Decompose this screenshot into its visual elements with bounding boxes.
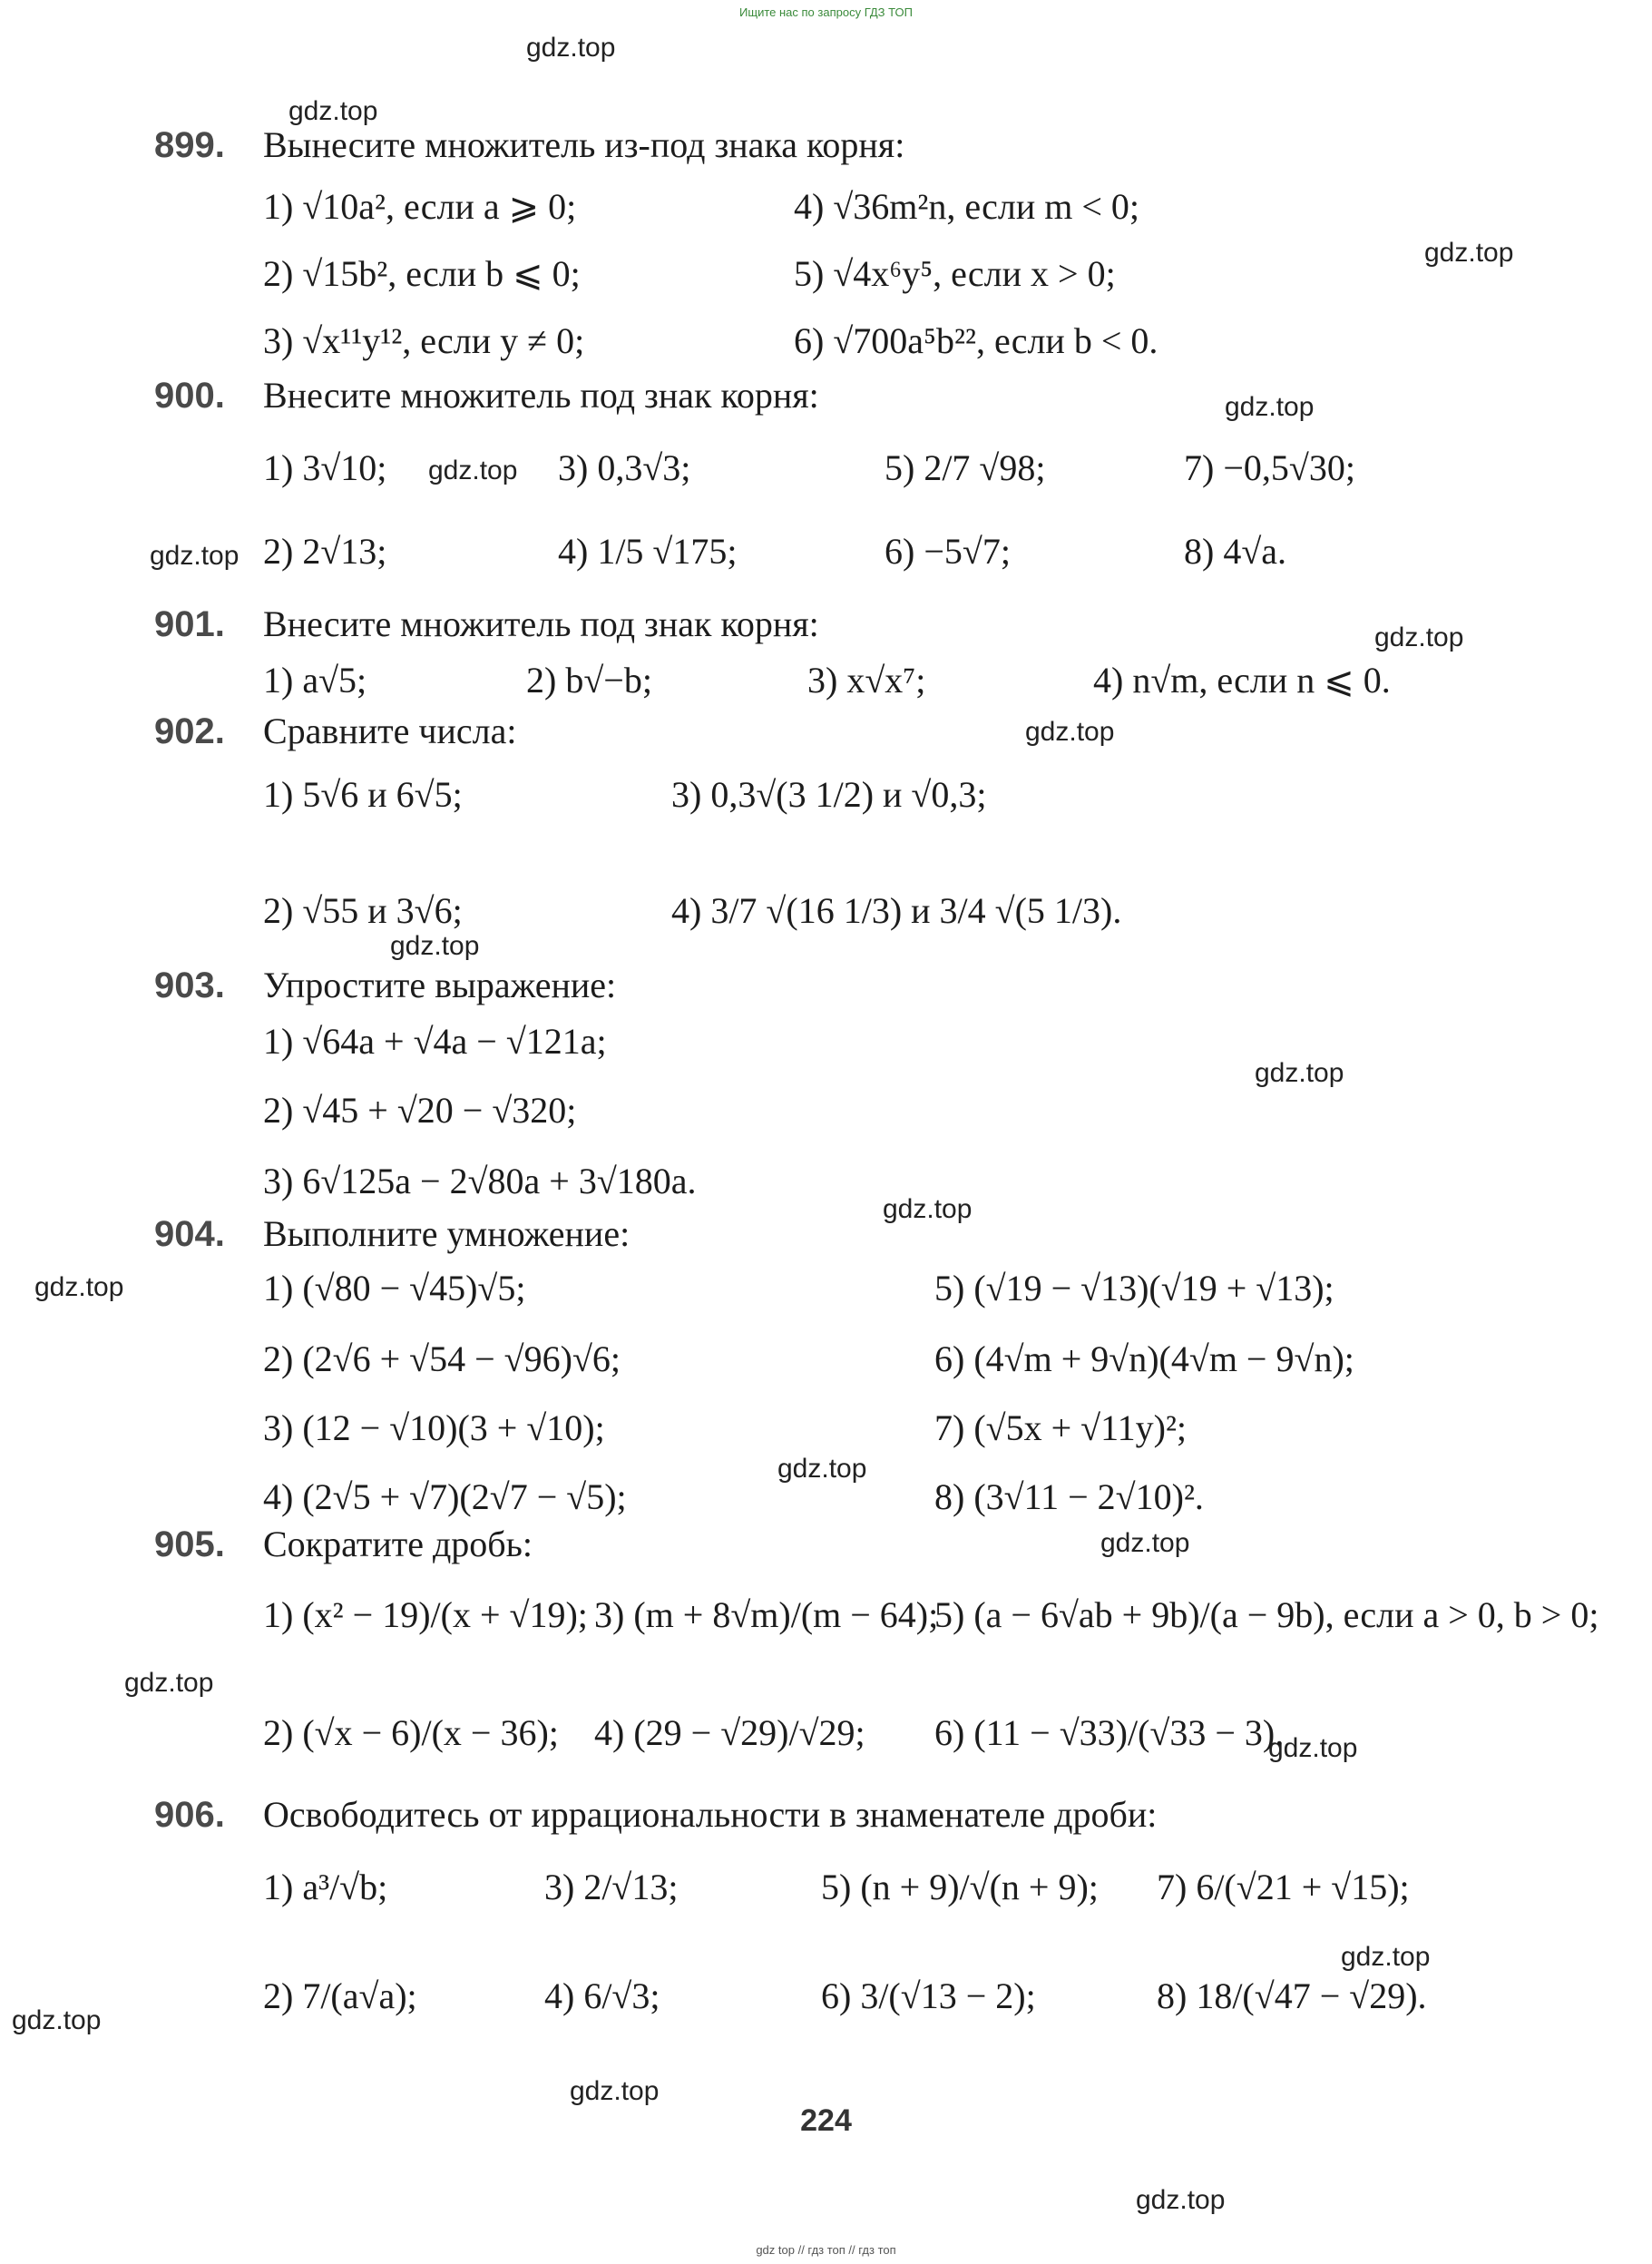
problem-heading xyxy=(154,123,904,166)
watermark: gdz.top xyxy=(1100,1528,1190,1558)
problem-item: 3) (m + 8√m)/(m − 64); xyxy=(594,1594,939,1635)
problem-item: 5) 2/7 √98; xyxy=(885,447,1046,488)
problem-item: 1) (√80 − √45)√5; xyxy=(263,1268,526,1308)
problem-item: 6) √700a⁵b²², если b < 0. xyxy=(794,320,1158,361)
problem-item: 3) √x¹¹y¹², если y ≠ 0; xyxy=(263,320,585,361)
problem-item: 3) 0,3√(3 1/2) и √0,3; xyxy=(671,774,987,815)
problem-item: 5) (a − 6√ab + 9b)/(a − 9b), если a > 0, b > 0; xyxy=(934,1594,1599,1635)
watermark: gdz.top xyxy=(1136,2185,1226,2215)
problem-item: 7) (√5x + √11y)²; xyxy=(934,1407,1188,1448)
problem-item: 3) 0,3√3; xyxy=(558,447,691,488)
problem-item: 4) n√m, если n ⩽ 0. xyxy=(1093,660,1391,701)
watermark: gdz.top xyxy=(1025,717,1115,747)
problem-item: 2) (2√6 + √54 − √96)√6; xyxy=(263,1338,621,1379)
problem-item: 1) √10a², если a ⩾ 0; xyxy=(263,186,577,227)
footer-links: gdz top // гдз топ // гдз топ xyxy=(756,2243,896,2257)
watermark: gdz.top xyxy=(1424,238,1514,268)
problem-item: 8) 18/(√47 − √29). xyxy=(1157,1975,1427,2016)
problem-heading xyxy=(154,710,516,752)
problem-item: 2) √15b², если b ⩽ 0; xyxy=(263,253,581,294)
problem-heading xyxy=(154,964,616,1006)
problem-number: 901. xyxy=(154,604,225,644)
problem-item: 1) √64a + √4a − √121a; xyxy=(263,1021,607,1062)
watermark: gdz.top xyxy=(428,456,518,485)
problem-item: 5) (n + 9)/√(n + 9); xyxy=(821,1867,1099,1907)
problem-item: 2) (√x − 6)/(x − 36); xyxy=(263,1712,559,1753)
problem-item: 2) √45 + √20 − √320; xyxy=(263,1090,577,1131)
problem-heading xyxy=(154,374,819,417)
problem-item: 2) 7/(a√a); xyxy=(263,1975,417,2016)
problem-item: 2) 2√13; xyxy=(263,531,387,572)
watermark: gdz.top xyxy=(34,1272,124,1302)
problem-item: 8) (3√11 − 2√10)². xyxy=(934,1476,1204,1517)
problem-number: 905. xyxy=(154,1524,225,1564)
problem-item: 3) x√x⁷; xyxy=(807,660,926,701)
problem-heading xyxy=(154,1793,1157,1836)
problem-number: 900. xyxy=(154,376,225,416)
problem-number: 899. xyxy=(154,125,225,165)
watermark: gdz.top xyxy=(883,1194,973,1224)
problem-title: Внесите множитель под знак корня: xyxy=(263,375,819,416)
problem-number: 903. xyxy=(154,965,225,1005)
problem-number: 906. xyxy=(154,1795,225,1835)
problem-item: 5) (√19 − √13)(√19 + √13); xyxy=(934,1268,1334,1308)
problem-title: Внесите множитель под знак корня: xyxy=(263,603,819,644)
problem-item: 1) a√5; xyxy=(263,660,367,701)
problem-title: Упростите выражение: xyxy=(263,965,617,1005)
problem-item: 5) √4x⁶y⁵, если x > 0; xyxy=(794,253,1116,294)
problem-item: 1) a³/√b; xyxy=(263,1867,388,1907)
problem-title: Сократите дробь: xyxy=(263,1524,533,1564)
search-hint: Ищите нас по запросу ГДЗ ТОП xyxy=(739,5,913,19)
problem-item: 7) 6/(√21 + √15); xyxy=(1157,1867,1410,1907)
problem-item: 4) (29 − √29)/√29; xyxy=(594,1712,865,1753)
problem-item: 3) (12 − √10)(3 + √10); xyxy=(263,1407,605,1448)
watermark: gdz.top xyxy=(1341,1942,1431,1972)
problem-item: 4) √36m²n, если m < 0; xyxy=(794,186,1140,227)
watermark: gdz.top xyxy=(1255,1058,1344,1088)
watermark: gdz.top xyxy=(1225,392,1315,422)
problem-heading xyxy=(154,1523,533,1565)
problem-number: 902. xyxy=(154,711,225,751)
problem-title: Освободитесь от иррациональности в знаменателе дроби: xyxy=(263,1794,1158,1835)
watermark: gdz.top xyxy=(124,1668,214,1698)
watermark: gdz.top xyxy=(570,2076,660,2106)
problem-heading xyxy=(154,1212,630,1255)
problem-item: 2) b√−b; xyxy=(526,660,652,701)
problem-title: Вынесите множитель из-под знака корня: xyxy=(263,124,905,165)
problem-item: 6) 3/(√13 − 2); xyxy=(821,1975,1036,2016)
watermark: gdz.top xyxy=(526,33,616,63)
problem-item: 6) −5√7; xyxy=(885,531,1011,572)
problem-number: 904. xyxy=(154,1214,225,1254)
problem-item: 1) 3√10; xyxy=(263,447,387,488)
problem-item: 4) 3/7 √(16 1/3) и 3/4 √(5 1/3). xyxy=(671,890,1122,931)
problem-item: 6) (11 − √33)/(√33 − 3). xyxy=(934,1712,1285,1753)
problem-item: 1) (x² − 19)/(x + √19); xyxy=(263,1594,588,1635)
page-number: 224 xyxy=(800,2103,852,2138)
watermark: gdz.top xyxy=(150,541,239,571)
problem-title: Сравните числа: xyxy=(263,711,517,751)
watermark: gdz.top xyxy=(1374,622,1464,652)
watermark: gdz.top xyxy=(777,1454,867,1484)
problem-item: 4) 1/5 √175; xyxy=(558,531,738,572)
problem-item: 6) (4√m + 9√n)(4√m − 9√n); xyxy=(934,1338,1354,1379)
problem-heading xyxy=(154,603,819,645)
problem-item: 7) −0,5√30; xyxy=(1184,447,1355,488)
problem-item: 8) 4√a. xyxy=(1184,531,1287,572)
watermark: gdz.top xyxy=(288,96,378,126)
watermark: gdz.top xyxy=(12,2005,102,2035)
problem-item: 3) 6√125a − 2√80a + 3√180a. xyxy=(263,1161,697,1201)
problem-title: Выполните умножение: xyxy=(263,1213,630,1254)
problem-item: 4) 6/√3; xyxy=(544,1975,660,2016)
problem-item: 1) 5√6 и 6√5; xyxy=(263,774,463,815)
problem-item: 4) (2√5 + √7)(2√7 − √5); xyxy=(263,1476,627,1517)
problem-item: 3) 2/√13; xyxy=(544,1867,679,1907)
watermark: gdz.top xyxy=(390,931,480,961)
watermark: gdz.top xyxy=(1268,1733,1358,1763)
problem-item: 2) √55 и 3√6; xyxy=(263,890,463,931)
